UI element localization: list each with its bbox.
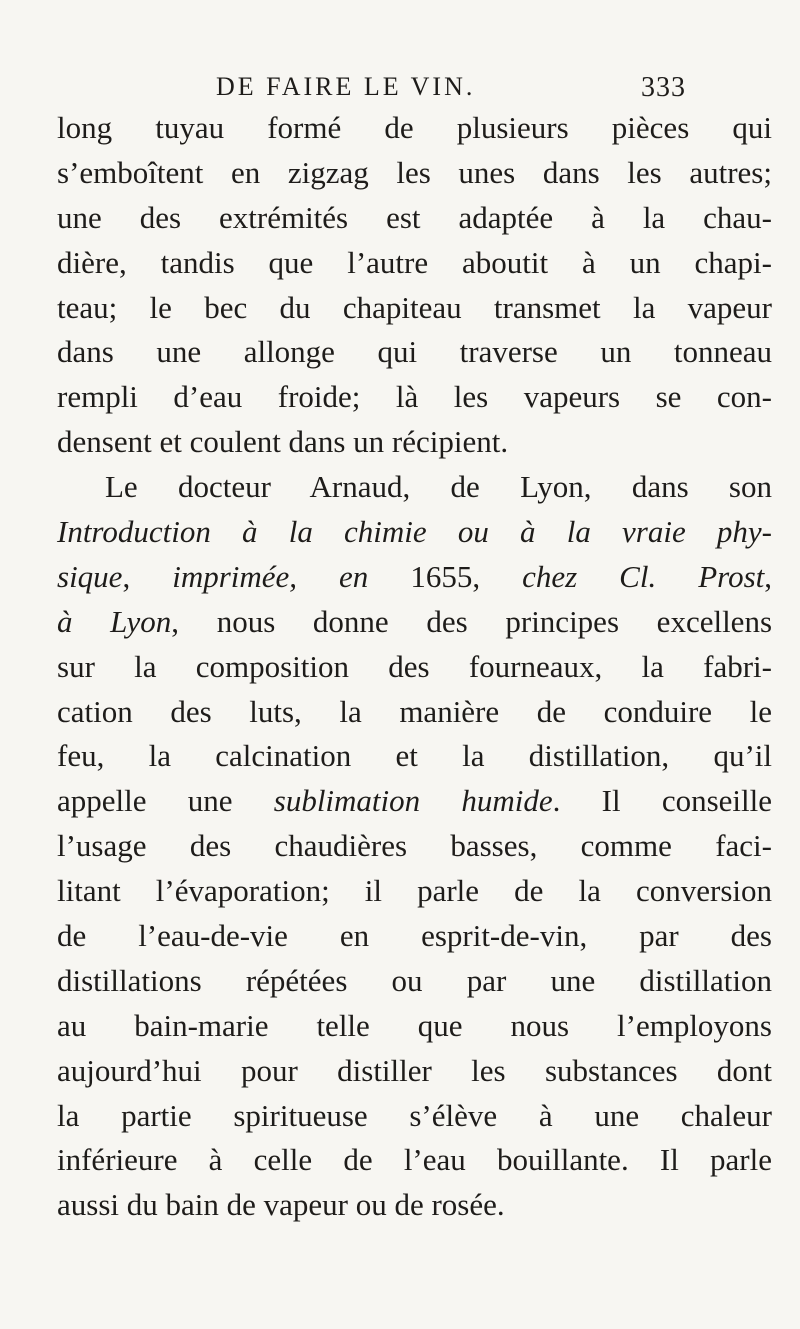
text-line: rempli d’eau froide; là les vapeurs se con-: [57, 379, 772, 415]
text-line: [57, 555, 772, 600]
text-line: dans une allonge qui traverse un tonneau: [57, 334, 772, 370]
text-fragment: . Il conseille: [552, 783, 772, 819]
text-line: au bain-marie telle que nous l’employons: [57, 1007, 772, 1043]
running-title: DE FAIRE LE VIN.: [216, 72, 476, 101]
text-fragment: ,: [122, 558, 173, 594]
body-text: [57, 106, 772, 1228]
text-line: distillations répétées ou par une distillation: [57, 962, 772, 998]
text-fragment: 1655,: [368, 558, 523, 594]
text-line: [57, 600, 772, 645]
text-line: de l’eau-de-vie en esprit-de-vin, par des: [57, 918, 772, 954]
book-title-italic: sique: [57, 558, 123, 594]
text-line: densent et coulent dans un récipient.: [57, 424, 509, 460]
text-fragment: , nous donne des principes excellens: [171, 603, 773, 639]
imprint-italic: chez Cl. Prost: [522, 558, 765, 594]
text-fragment: ,: [764, 558, 773, 594]
text-line: Le docteur Arnaud, de Lyon, dans son: [105, 469, 772, 505]
page-number: 333: [641, 72, 686, 103]
text-line: [57, 779, 772, 824]
text-line: la partie spiritueuse s’élève à une chaleur: [57, 1097, 772, 1133]
text-line: long tuyau formé de plusieurs pièces qui: [57, 110, 772, 145]
text-line: sur la composition des fourneaux, la fabri-: [57, 648, 772, 684]
text-line: s’emboîtent en zigzag les unes dans les autres;: [57, 154, 772, 190]
text-line: feu, la calcination et la distillation, qu’il: [57, 738, 772, 774]
imprint-italic: à Lyon: [57, 603, 172, 639]
text-line: dière, tandis que l’autre aboutit à un chapi-: [57, 244, 772, 280]
text-fragment: appelle une: [57, 783, 274, 819]
book-title-italic: Introduction à la chimie ou à la vraie phy-: [57, 514, 772, 550]
text-line: [57, 510, 772, 555]
text-line: cation des luts, la manière de conduire le: [57, 693, 772, 729]
running-head: [216, 72, 686, 104]
text-line: teau; le bec du chapiteau transmet la vapeur: [57, 289, 772, 325]
imprint-italic: imprimée, en: [172, 558, 369, 594]
text-line: l’usage des chaudières basses, comme faci-: [57, 828, 772, 864]
text-line: aussi du bain de vapeur ou de rosée.: [57, 1187, 505, 1223]
text-line: litant l’évaporation; il parle de la conversion: [57, 873, 772, 909]
text-line: une des extrémités est adaptée à la chau-: [57, 199, 772, 235]
term-italic: sublimation humide: [273, 783, 553, 819]
text-line: inférieure à celle de l’eau bouillante. Il parle: [57, 1142, 772, 1178]
text-line: aujourd’hui pour distiller les substances dont: [57, 1052, 772, 1088]
